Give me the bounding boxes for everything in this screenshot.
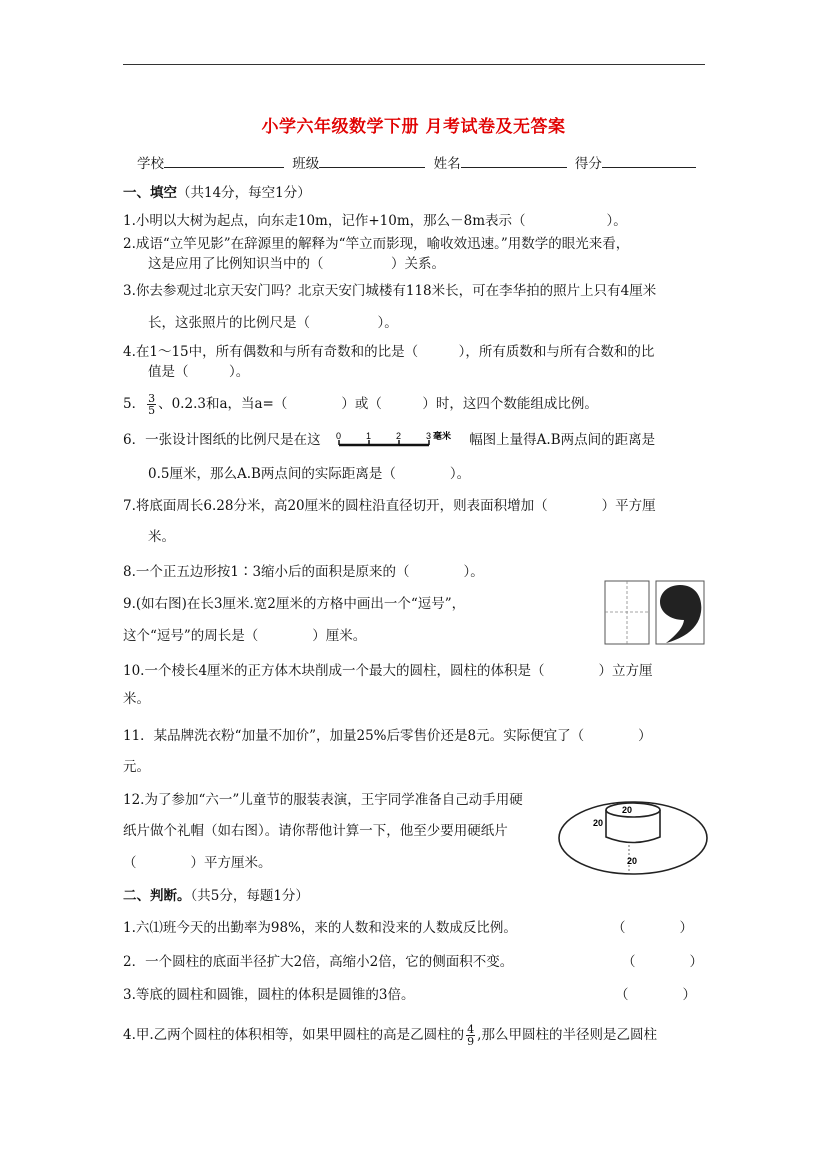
hat-crown-top	[606, 803, 660, 817]
hat-top-diameter-label: 20	[622, 805, 633, 815]
judge-1: 1.六⑴班今天的出勤率为98%，来的人数和没来的人数成反比例。	[123, 920, 517, 936]
question-6-line-1	[123, 430, 655, 451]
section-2-title: 二、判断。	[123, 888, 191, 904]
question-11-line-1: 11．某品牌洗衣粉“加量不加价”，加量25%后零售价还是8元。实际便宜了（ ）	[123, 728, 652, 744]
hat-height-label: 20	[593, 818, 604, 828]
question-4-line-1: 4.在1～15中，所有偶数和与所有奇数和的比是（ ），所有质数和与所有合数和的比	[123, 344, 655, 360]
question-12-line-3: （ ）平方厘米。	[123, 855, 272, 871]
judge-3-answer[interactable]: （ ）	[615, 987, 696, 1003]
question-3-line-2: 长，这张照片的比例尺是（ ）。	[148, 315, 398, 331]
hat-brim-label: 20	[627, 856, 638, 866]
fraction-numerator: 3	[148, 392, 156, 405]
scale-label-3: 3	[425, 430, 431, 441]
comma-grid-figure	[604, 580, 706, 646]
score-label: 得分	[574, 156, 602, 172]
score-field[interactable]	[602, 153, 696, 168]
scale-label-2: 2	[395, 430, 401, 441]
question-6-line-2: 0.5厘米，那么A.B两点间的实际距离是（ ）。	[148, 466, 471, 482]
question-9-line-2: 这个“逗号”的周长是（ ）厘米。	[123, 628, 367, 644]
judge-4-text-start: 4.甲.乙两个圆柱的体积相等，如果甲圆柱的高是乙圆柱的	[123, 1027, 465, 1043]
header-rule	[123, 64, 705, 65]
section-2-heading	[123, 886, 309, 906]
fraction-four-ninths	[466, 1024, 475, 1047]
judge-2: 2．一个圆柱的底面半径扩大2倍，高缩小2倍，它的侧面积不变。	[123, 954, 514, 970]
question-2-line-1: 2.成语“立竿见影”在辞源里的解释为“竿立而影现，喻收效迅速。”用数学的眼光来看，	[123, 236, 630, 252]
question-2-line-2: 这是应用了比例知识当中的（ ）关系。	[148, 256, 445, 272]
section-2-note: （共5分，每题1分）	[190, 888, 309, 904]
question-5-text: 、0.2.3和a，当a=（ ）或（ ）时，这四个数能组成比例。	[158, 396, 598, 412]
question-10-line-1: 10.一个棱长4厘米的正方体木块削成一个最大的圆柱，圆柱的体积是（ ）立方厘	[123, 663, 653, 679]
question-5	[123, 393, 598, 416]
school-label: 学校	[137, 156, 164, 172]
scale-bar	[325, 431, 465, 451]
question-3-line-1: 3.你去参观过北京天安门吗？北京天安门城楼有118米长，可在李华拍的照片上只有4厘米	[123, 283, 657, 299]
scale-bar-graphic	[325, 431, 465, 451]
question-7-line-1: 7.将底面周长6.28分米，高20厘米的圆柱沿直径切开，则表面积增加（ ）平方厘	[123, 498, 656, 514]
question-5-number: 5．	[123, 396, 146, 412]
section-1-note: （共14分，每空1分）	[177, 185, 311, 201]
question-7-line-2: 米。	[148, 529, 175, 545]
scale-label-1: 1	[365, 430, 371, 441]
question-4-line-2: 值是（ ）。	[148, 364, 250, 380]
question-6-text-end: 幅图上量得A.B两点间的距离是	[469, 432, 656, 448]
fraction-denominator: 9	[467, 1035, 475, 1048]
top-hat-figure	[556, 790, 711, 880]
question-8: 8.一个正五边形按1∶3缩小后的面积是原来的（ ）。	[123, 564, 484, 580]
class-label: 班级	[292, 156, 320, 172]
question-6-text-start: 6．一张设计图纸的比例尺是在这	[123, 432, 321, 448]
class-field[interactable]	[319, 153, 425, 168]
question-1: 1.小明以大树为起点，向东走10m，记作+10m，那么－8m表示（ ）。	[123, 213, 627, 229]
fraction-three-fifths	[147, 393, 156, 416]
question-11-line-2: 元。	[123, 759, 150, 775]
fraction-denominator: 5	[148, 404, 156, 417]
school-field[interactable]	[164, 153, 284, 168]
comma-shape	[660, 585, 701, 643]
fraction-numerator: 4	[467, 1023, 475, 1036]
question-9-line-1: 9.(如右图)在长3厘米.宽2厘米的方格中画出一个“逗号”，	[123, 596, 466, 612]
scale-label-0: 0	[335, 430, 341, 441]
question-12-line-2: 纸片做个礼帽（如右图）。请你帮他计算一下，他至少要用硬纸片	[123, 823, 508, 839]
section-1-title: 一、填空	[123, 185, 177, 201]
judge-3: 3.等底的圆柱和圆锥，圆柱的体积是圆锥的3倍。	[123, 987, 415, 1003]
name-field[interactable]	[461, 153, 567, 168]
student-info-row	[137, 152, 700, 172]
page-title: 小学六年级数学下册 月考试卷及无答案	[261, 117, 566, 137]
question-12-line-1: 12.为了参加“六一”儿童节的服装表演，王宇同学准备自己动手用硬	[123, 792, 523, 808]
judge-4-text-end: ,那么甲圆柱的半径则是乙圆柱	[477, 1027, 657, 1043]
section-1-heading	[123, 183, 311, 203]
name-label: 姓名	[433, 156, 461, 172]
question-10-line-2: 米。	[123, 691, 150, 707]
scale-unit: 毫米	[432, 431, 451, 442]
judge-4	[123, 1024, 657, 1047]
judge-2-answer[interactable]: （ ）	[622, 954, 703, 970]
judge-1-answer[interactable]: （ ）	[612, 920, 693, 936]
